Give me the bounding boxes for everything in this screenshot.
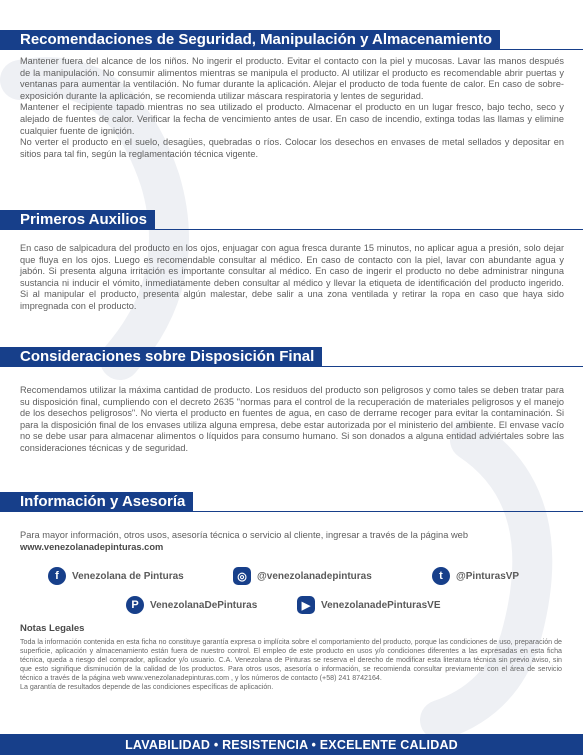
social-label: @PinturasVP — [456, 570, 520, 582]
paragraph: No verter el producto en el suelo, desagües, quebradas o ríos. Colocar los desechos en envases de metal sellados y depositar en sitios para tal fin, según la reglamentación técnica vigente. — [20, 137, 564, 159]
section-title: Consideraciones sobre Disposición Final — [0, 347, 322, 367]
legal-paragraph: Toda la información contenida en esta ficha no constituye garantía expresa o implícita sobre el comportamiento del producto, porque las condiciones de uso, preparación de superficie, aplicación y almacenamiento están fuera de nuestro control. El empleo de este producto en usos y/o condiciones diferentes a las expresadas en esta ficha técnica, queda a riesgo del comprador, aplicador y/o usuario. C.A. Venezolana de Pinturas se reserva el derecho de modificar esta literatura técnica sin previo aviso, sin que esto signifique disminución de la calidad de los productos. Para otros usos, asesoría o información, se recomienda consultar previamente con el área de servicio técnico a través de la página web www.venezolanadepinturas.com , y los números de contacto (+58) 241 8742164. — [20, 638, 562, 682]
paragraph: Mantener el recipiente tapado mientras no sea utilizado el producto. Almacenar el producto en un lugar fresco, bajo techo, seco y alejado de fuentes de calor. Verificar la fecha de vencimiento antes de usar. En caso de incendio, extinga todas las llamas y elimine cualquier fuente de ignición. — [20, 102, 564, 136]
youtube-icon: ▶ — [297, 596, 315, 614]
social-youtube[interactable] — [297, 596, 441, 614]
social-label: Venezolana de Pinturas — [72, 570, 184, 582]
paragraph: Para mayor información, otros usos, asesoría técnica o servicio al cliente, ingresar a través de la página web — [20, 530, 469, 540]
section-body-disposal — [20, 385, 564, 455]
section-title: Recomendaciones de Seguridad, Manipulación y Almacenamiento — [0, 30, 500, 50]
social-facebook[interactable] — [48, 567, 184, 585]
facebook-icon: f — [48, 567, 66, 585]
social-label: VenezolanaDePinturas — [150, 599, 258, 611]
social-twitter[interactable] — [432, 567, 519, 585]
pinterest-icon: P — [126, 596, 144, 614]
social-label: VenezolanadePinturasVE — [321, 599, 441, 611]
social-label: @venezolanadepinturas — [257, 570, 372, 582]
section-body-safety — [20, 56, 564, 160]
legal-text — [20, 638, 562, 692]
footer-banner: LAVABILIDAD • RESISTENCIA • EXCELENTE CALIDAD — [0, 734, 583, 755]
legal-title: Notas Legales — [20, 623, 85, 634]
section-title: Primeros Auxilios — [0, 210, 155, 230]
instagram-icon: ◎ — [233, 567, 251, 585]
section-header-disposal — [0, 347, 322, 367]
section-body-first-aid — [20, 243, 564, 313]
social-instagram[interactable] — [233, 567, 372, 585]
section-body-info — [20, 530, 564, 553]
paragraph: Recomendamos utilizar la máxima cantidad de producto. Los residuos del producto son peligrosos y como tales se deben tratar para su disposición final, cumpliendo con el decreto 2635 "normas para el control de la recuperación de materiales peligrosos y el manejo de los desechos peligrosos". No vierta el producto en fuentes de agua, en caso de derrame recoger para evitar la contaminación. Si para la disposición final de los envases utiliza alguna empresa, debe estar autorizada por el ministerio del ambiente. El envase vacío no se debe usar para almacenar alimentos o líquidos para consumo humano. Si son donados a alguna entidad adviértales sobre las consideraciones técnicas y de seguridad. — [20, 385, 564, 453]
section-header-safety — [0, 30, 500, 50]
paragraph: En caso de salpicadura del producto en los ojos, enjuagar con agua fresca durante 15 minutos, no aplicar agua a presión, solo dejar que fluya en los ojos. Luego es recomendable consultar al médico. En caso de contacto con la piel, lavar con abundante agua y jabón. Si presenta alguna irritación es importante consultar al médico. En caso de ingerir el producto no debe administrar ninguna sustancia ni inducir el vómito, inmediatamente deben consultar al médico y llevar la etiqueta de identificación del producto ingerido. Si al manipular el producto, presenta algún malestar, debe salir a una zona ventilada y retirar la ropa en caso que haya sido impregnada con el producto. — [20, 243, 564, 311]
section-title: Información y Asesoría — [0, 492, 193, 512]
website-link[interactable]: www.venezolanadepinturas.com — [20, 541, 164, 552]
twitter-icon: t — [432, 567, 450, 585]
section-header-info — [0, 492, 193, 512]
legal-paragraph: La garantía de resultados depende de las condiciones específicas de aplicación. — [20, 683, 274, 691]
section-header-first-aid — [0, 210, 155, 230]
paragraph: Mantener fuera del alcance de los niños. No ingerir el producto. Evitar el contacto con la piel y mucosas. Lavar las manos después de la manipulación. No consumir alimentos mientras se manipula el producto. Al utilizar el producto es recomendable abrir puertas y ventanas para aumentar la ventilación. No fumar durante la aplicación. Alejar el producto de toda fuente de calor. En caso de sobre-exposición durante la aplicación, se recomienda utilizar máscara respiratoria y lentes de seguridad. — [20, 56, 564, 101]
social-pinterest[interactable] — [126, 596, 257, 614]
